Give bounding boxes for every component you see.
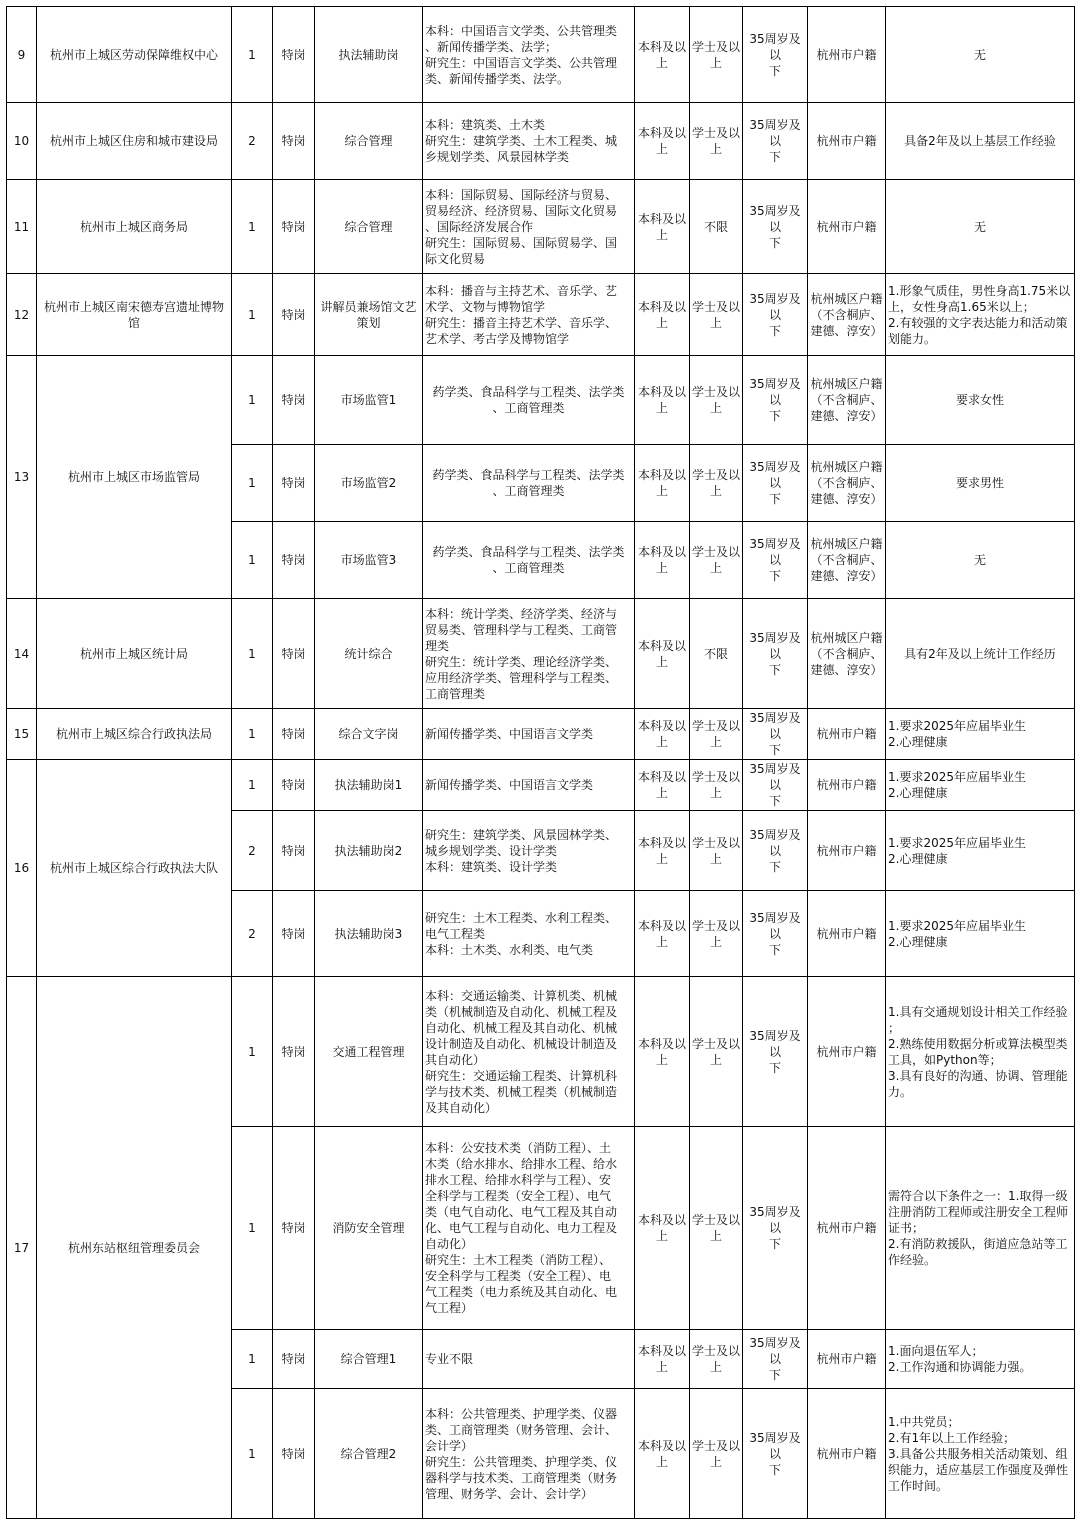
education-requirement: 本科及以 上 (635, 811, 690, 891)
table-body (7, 7, 1075, 1519)
degree-requirement: 学士及以 上 (690, 7, 743, 103)
position-count: 2 (232, 891, 273, 977)
hukou-requirement: 杭州城区户籍 （不含桐庐、 建德、淳安） (808, 356, 886, 445)
other-requirement: 1.具有交通规划设计相关工作经验 ； 2.熟练使用数据分析或算法模型类 工具，如Python等； 3.具有良好的沟通、协调、管理能 力。 (886, 977, 1075, 1127)
table-row (7, 760, 1075, 811)
major-requirement: 本科：播音与主持艺术、音乐学、艺 术学、文物与博物馆学 研究生：播音主持艺术学、音乐学、 艺术学、考古学及博物馆学 (423, 274, 635, 356)
age-requirement: 35周岁及以 下 (743, 103, 808, 180)
major-requirement: 药学类、食品科学与工程类、法学类 、工商管理类 (423, 445, 635, 522)
education-requirement: 本科及以 上 (635, 522, 690, 599)
position-type: 特岗 (273, 760, 315, 811)
position-type: 特岗 (273, 356, 315, 445)
position-type: 特岗 (273, 7, 315, 103)
other-requirement: 1.要求2025年应届毕业生 2.心理健康 (886, 760, 1075, 811)
education-requirement: 本科及以 上 (635, 445, 690, 522)
major-requirement: 本科：建筑类、土木类 研究生：建筑学类、土木工程类、城 乡规划学类、风景园林学类 (423, 103, 635, 180)
age-requirement: 35周岁及以 下 (743, 760, 808, 811)
row-number: 12 (7, 274, 37, 356)
age-requirement: 35周岁及以 下 (743, 445, 808, 522)
age-requirement: 35周岁及以 下 (743, 274, 808, 356)
hukou-requirement: 杭州市户籍 (808, 1330, 886, 1389)
major-requirement: 本科：交通运输类、计算机类、机械 类（机械制造及自动化、机械工程及 自动化、机械工程及其自动化、机械 设计制造及自动化、机械设计制造及 其自动化） 研究生：交通运输工程类、计算机科 学与技术类、机械工程类（机械制造 及其自动化） (423, 977, 635, 1127)
department-name: 杭州东站枢纽管理委员会 (37, 977, 232, 1519)
education-requirement: 本科及以 上 (635, 274, 690, 356)
other-requirement: 具有2年及以上统计工作经历 (886, 599, 1075, 709)
education-requirement: 本科及以 上 (635, 1389, 690, 1519)
position-type: 特岗 (273, 891, 315, 977)
major-requirement: 本科：国际贸易、国际经济与贸易、 贸易经济、经济贸易、国际文化贸易 、国际经济发展合作 研究生：国际贸易、国际贸易学、国 际文化贸易 (423, 180, 635, 274)
age-requirement: 35周岁及以 下 (743, 1389, 808, 1519)
major-requirement: 新闻传播学类、中国语言文学类 (423, 709, 635, 760)
other-requirement: 1.面向退伍军人； 2.工作沟通和协调能力强。 (886, 1330, 1075, 1389)
education-requirement: 本科及以 上 (635, 1127, 690, 1330)
age-requirement: 35周岁及以 下 (743, 7, 808, 103)
position-name: 综合文字岗 (315, 709, 423, 760)
position-count: 1 (232, 709, 273, 760)
position-name: 综合管理1 (315, 1330, 423, 1389)
education-requirement: 本科及以 上 (635, 103, 690, 180)
department-name: 杭州市上城区综合行政执法局 (37, 709, 232, 760)
hukou-requirement: 杭州市户籍 (808, 1389, 886, 1519)
other-requirement: 无 (886, 522, 1075, 599)
major-requirement: 本科：公安技术类（消防工程）、土 木类（给水排水、给排水工程、给水 排水工程、给排水科学与工程）、安 全科学与工程类（安全工程）、电气 类（电气自动化、电气工程及其自动 化、电气工程与自动化、电力工程及 自动化） 研究生：土木工程类（消防工程）、 安全科学与工程类（安全工程）、电 气工程类（电力系统及其自动化、电 气工程） (423, 1127, 635, 1330)
position-name: 市场监管3 (315, 522, 423, 599)
degree-requirement: 学士及以 上 (690, 891, 743, 977)
education-requirement: 本科及以 上 (635, 356, 690, 445)
age-requirement: 35周岁及以 下 (743, 599, 808, 709)
other-requirement: 要求男性 (886, 445, 1075, 522)
major-requirement: 药学类、食品科学与工程类、法学类 、工商管理类 (423, 356, 635, 445)
table-row (7, 977, 1075, 1127)
other-requirement: 要求女性 (886, 356, 1075, 445)
row-number: 11 (7, 180, 37, 274)
degree-requirement: 学士及以 上 (690, 522, 743, 599)
hukou-requirement: 杭州市户籍 (808, 103, 886, 180)
position-count: 1 (232, 356, 273, 445)
degree-requirement: 学士及以 上 (690, 445, 743, 522)
education-requirement: 本科及以 上 (635, 709, 690, 760)
department-name: 杭州市上城区南宋德寿宫遗址博物 馆 (37, 274, 232, 356)
hukou-requirement: 杭州城区户籍 （不含桐庐、 建德、淳安） (808, 274, 886, 356)
department-name: 杭州市上城区劳动保障维权中心 (37, 7, 232, 103)
degree-requirement: 学士及以 上 (690, 274, 743, 356)
hukou-requirement: 杭州城区户籍 （不含桐庐、 建德、淳安） (808, 599, 886, 709)
hukou-requirement: 杭州市户籍 (808, 811, 886, 891)
position-name: 统计综合 (315, 599, 423, 709)
position-name: 执法辅助岗1 (315, 760, 423, 811)
row-number: 14 (7, 599, 37, 709)
position-count: 1 (232, 1389, 273, 1519)
degree-requirement: 学士及以 上 (690, 811, 743, 891)
other-requirement: 1.要求2025年应届毕业生 2.心理健康 (886, 811, 1075, 891)
education-requirement: 本科及以 上 (635, 891, 690, 977)
hukou-requirement: 杭州城区户籍 （不含桐庐、 建德、淳安） (808, 445, 886, 522)
position-type: 特岗 (273, 1127, 315, 1330)
degree-requirement: 学士及以 上 (690, 1127, 743, 1330)
table-row (7, 709, 1075, 760)
position-count: 1 (232, 7, 273, 103)
age-requirement: 35周岁及以 下 (743, 709, 808, 760)
recruitment-table (6, 6, 1075, 1519)
major-requirement: 药学类、食品科学与工程类、法学类 、工商管理类 (423, 522, 635, 599)
other-requirement: 无 (886, 7, 1075, 103)
position-count: 2 (232, 811, 273, 891)
department-name: 杭州市上城区住房和城市建设局 (37, 103, 232, 180)
degree-requirement: 学士及以 上 (690, 1330, 743, 1389)
hukou-requirement: 杭州市户籍 (808, 1127, 886, 1330)
department-name: 杭州市上城区统计局 (37, 599, 232, 709)
degree-requirement: 学士及以 上 (690, 977, 743, 1127)
row-number: 9 (7, 7, 37, 103)
hukou-requirement: 杭州市户籍 (808, 180, 886, 274)
position-count: 1 (232, 522, 273, 599)
position-name: 执法辅助岗2 (315, 811, 423, 891)
hukou-requirement: 杭州市户籍 (808, 760, 886, 811)
department-name: 杭州市上城区市场监管局 (37, 356, 232, 599)
position-type: 特岗 (273, 522, 315, 599)
hukou-requirement: 杭州市户籍 (808, 7, 886, 103)
position-name: 综合管理2 (315, 1389, 423, 1519)
age-requirement: 35周岁及以 下 (743, 356, 808, 445)
age-requirement: 35周岁及以 下 (743, 1330, 808, 1389)
education-requirement: 本科及以 上 (635, 599, 690, 709)
hukou-requirement: 杭州市户籍 (808, 709, 886, 760)
age-requirement: 35周岁及以 下 (743, 180, 808, 274)
degree-requirement: 学士及以 上 (690, 356, 743, 445)
other-requirement: 1.要求2025年应届毕业生 2.心理健康 (886, 709, 1075, 760)
position-type: 特岗 (273, 709, 315, 760)
position-type: 特岗 (273, 811, 315, 891)
table-row (7, 180, 1075, 274)
position-type: 特岗 (273, 1330, 315, 1389)
table-row (7, 599, 1075, 709)
degree-requirement: 学士及以 上 (690, 709, 743, 760)
other-requirement: 无 (886, 180, 1075, 274)
position-type: 特岗 (273, 977, 315, 1127)
table-row (7, 103, 1075, 180)
major-requirement: 研究生：土木工程类、水利工程类、 电气工程类 本科：土木类、水利类、电气类 (423, 891, 635, 977)
major-requirement: 研究生：建筑学类、风景园林学类、 城乡规划学类、设计学类 本科：建筑类、设计学类 (423, 811, 635, 891)
education-requirement: 本科及以 上 (635, 760, 690, 811)
degree-requirement: 不限 (690, 180, 743, 274)
degree-requirement: 学士及以 上 (690, 103, 743, 180)
major-requirement: 本科：公共管理类、护理学类、仪器 类、工商管理类（财务管理、会计、 会计学） 研究生：公共管理类、护理学类、仪 器科学与技术类、工商管理类（财务 管理、财务学、会计、会计学） (423, 1389, 635, 1519)
age-requirement: 35周岁及以 下 (743, 977, 808, 1127)
hukou-requirement: 杭州城区户籍 （不含桐庐、 建德、淳安） (808, 522, 886, 599)
age-requirement: 35周岁及以 下 (743, 811, 808, 891)
department-name: 杭州市上城区商务局 (37, 180, 232, 274)
position-count: 1 (232, 1127, 273, 1330)
major-requirement: 专业不限 (423, 1330, 635, 1389)
row-number: 10 (7, 103, 37, 180)
degree-requirement: 学士及以 上 (690, 1389, 743, 1519)
position-count: 2 (232, 103, 273, 180)
table-row (7, 274, 1075, 356)
position-count: 1 (232, 445, 273, 522)
position-name: 执法辅助岗 (315, 7, 423, 103)
position-type: 特岗 (273, 274, 315, 356)
position-name: 市场监管1 (315, 356, 423, 445)
other-requirement: 具备2年及以上基层工作经验 (886, 103, 1075, 180)
other-requirement: 1.中共党员； 2.有1年以上工作经验； 3.具备公共服务相关活动策划、组 织能力，适应基层工作强度及弹性 工作时间。 (886, 1389, 1075, 1519)
position-type: 特岗 (273, 599, 315, 709)
degree-requirement: 不限 (690, 599, 743, 709)
position-name: 综合管理 (315, 103, 423, 180)
position-count: 1 (232, 1330, 273, 1389)
education-requirement: 本科及以 上 (635, 1330, 690, 1389)
other-requirement: 需符合以下条件之一：1.取得一级 注册消防工程师或注册安全工程师 证书； 2.有消防救援队，街道应急站等工 作经验。 (886, 1127, 1075, 1330)
position-count: 1 (232, 977, 273, 1127)
position-type: 特岗 (273, 180, 315, 274)
education-requirement: 本科及以 上 (635, 977, 690, 1127)
age-requirement: 35周岁及以 下 (743, 522, 808, 599)
position-count: 1 (232, 180, 273, 274)
education-requirement: 本科及以 上 (635, 180, 690, 274)
position-count: 1 (232, 760, 273, 811)
position-type: 特岗 (273, 103, 315, 180)
position-type: 特岗 (273, 445, 315, 522)
education-requirement: 本科及以 上 (635, 7, 690, 103)
row-number: 13 (7, 356, 37, 599)
position-name: 执法辅助岗3 (315, 891, 423, 977)
position-name: 综合管理 (315, 180, 423, 274)
major-requirement: 新闻传播学类、中国语言文学类 (423, 760, 635, 811)
department-name: 杭州市上城区综合行政执法大队 (37, 760, 232, 977)
position-type: 特岗 (273, 1389, 315, 1519)
major-requirement: 本科：统计学类、经济学类、经济与 贸易类、管理科学与工程类、工商管 理类 研究生：统计学类、理论经济学类、 应用经济学类、管理科学与工程类、 工商管理类 (423, 599, 635, 709)
position-count: 1 (232, 274, 273, 356)
age-requirement: 35周岁及以 下 (743, 1127, 808, 1330)
position-name: 讲解员兼场馆文艺 策划 (315, 274, 423, 356)
row-number: 16 (7, 760, 37, 977)
degree-requirement: 学士及以 上 (690, 760, 743, 811)
major-requirement: 本科：中国语言文学类、公共管理类 、新闻传播学类、法学； 研究生：中国语言文学类、公共管理 类、新闻传播学类、法学。 (423, 7, 635, 103)
hukou-requirement: 杭州市户籍 (808, 891, 886, 977)
other-requirement: 1.要求2025年应届毕业生 2.心理健康 (886, 891, 1075, 977)
position-name: 消防安全管理 (315, 1127, 423, 1330)
position-name: 交通工程管理 (315, 977, 423, 1127)
hukou-requirement: 杭州市户籍 (808, 977, 886, 1127)
row-number: 15 (7, 709, 37, 760)
table-row (7, 356, 1075, 445)
other-requirement: 1.形象气质佳，男性身高1.75米以 上，女性身高1.65米以上； 2.有较强的文字表达能力和活动策 划能力。 (886, 274, 1075, 356)
position-name: 市场监管2 (315, 445, 423, 522)
position-count: 1 (232, 599, 273, 709)
row-number: 17 (7, 977, 37, 1519)
age-requirement: 35周岁及以 下 (743, 891, 808, 977)
table-row (7, 7, 1075, 103)
